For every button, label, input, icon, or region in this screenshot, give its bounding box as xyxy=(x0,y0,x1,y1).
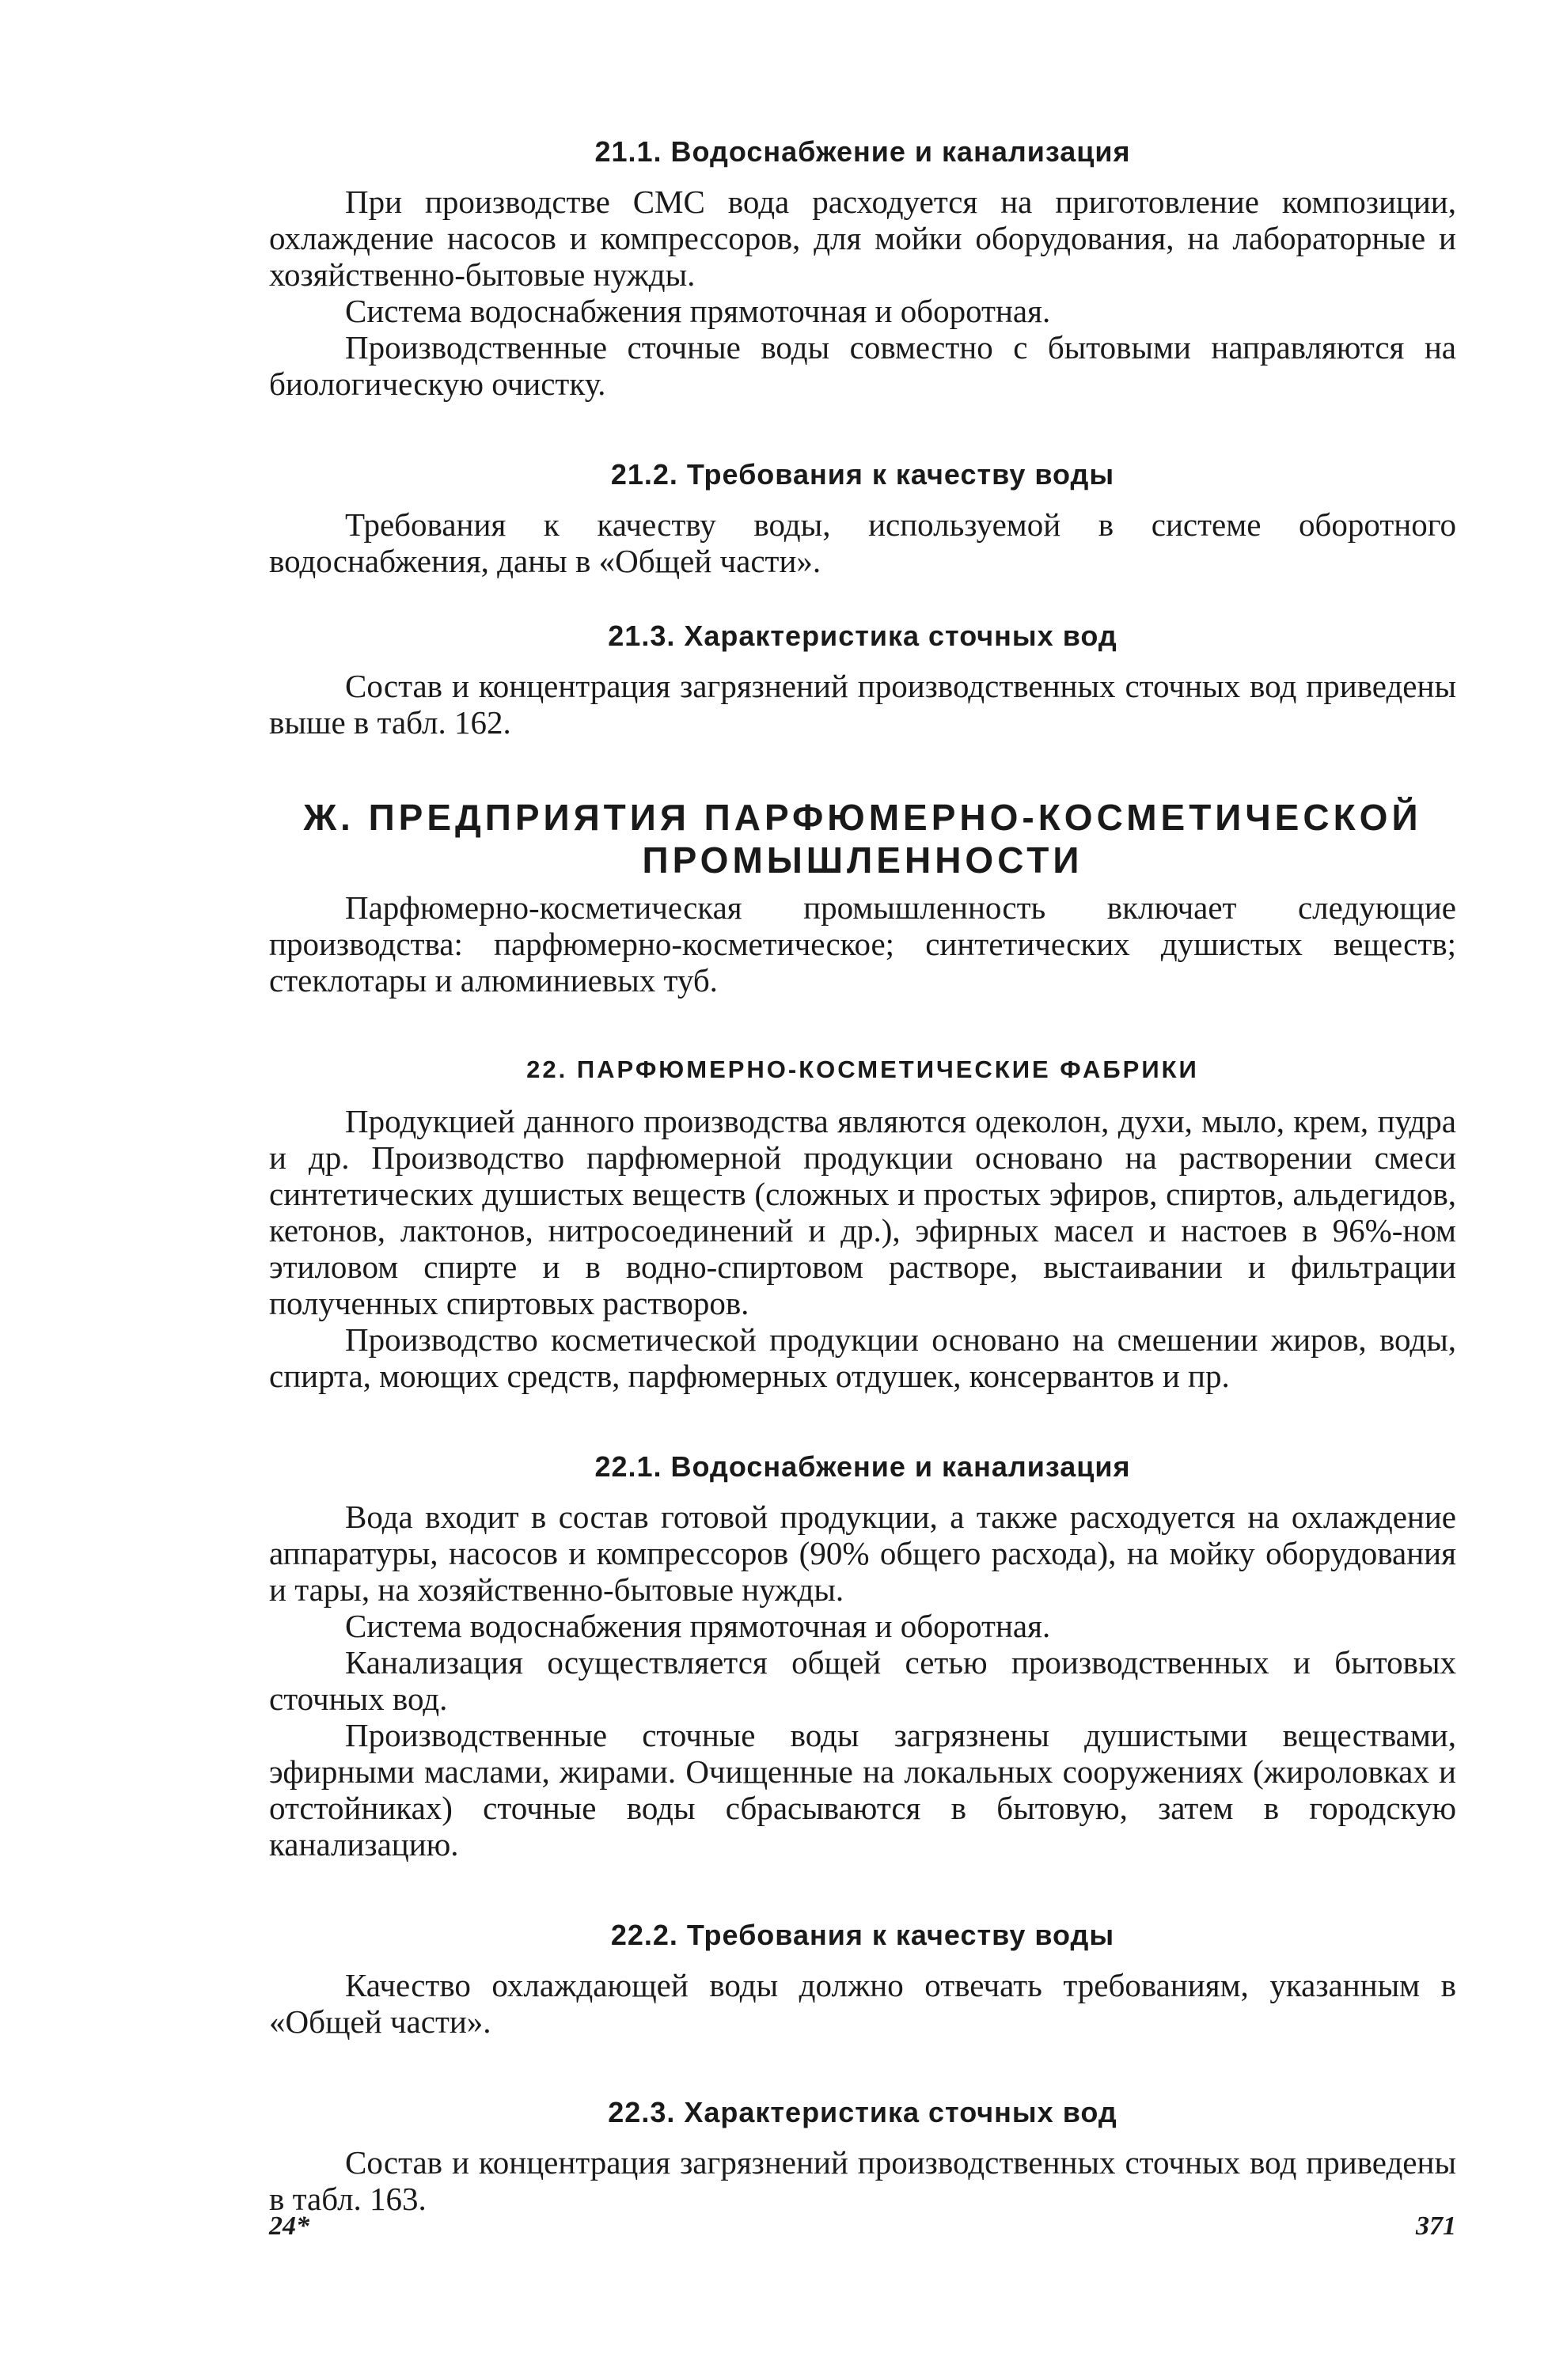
section-heading: 21.2. Требования к качеству воды xyxy=(610,458,1115,491)
paragraph: Канализация осуществляется общей сетью производственных и бытовых сточных вод. xyxy=(269,1644,1456,1717)
document-page xyxy=(269,135,1456,2272)
chapter-zh xyxy=(269,796,1456,999)
section-21-2 xyxy=(269,457,1456,579)
paragraph: Система водоснабжения прямоточная и оборотная. xyxy=(345,293,1051,329)
chapter-title-line-1: Ж. ПРЕДПРИЯТИЯ ПАРФЮМЕРНО-КОСМЕТИЧЕСКОЙ xyxy=(303,797,1422,838)
section-heading: 22.3. Характеристика сточных вод xyxy=(608,2096,1117,2128)
page-number: 371 xyxy=(1416,2211,1456,2241)
paragraph: При производстве СМС вода расходуется на приготовление композиции, охлаждение насосов и компрессоров, для мойки оборудования, на лабораторные и хозяйственно-бытовые нужды. xyxy=(269,184,1456,293)
section-heading: 22.1. Водоснабжение и канализация xyxy=(594,1450,1131,1483)
section-heading: 21.1. Водоснабжение и канализация xyxy=(594,135,1131,168)
paragraph: Качество охлаждающей воды должно отвечать требованиям, указанным в «Общей части». xyxy=(269,1967,1456,2040)
paragraph: Требования к качеству воды, используемой в системе оборотного водоснабжения, даны в «Общей части». xyxy=(269,506,1456,579)
factory-heading: 22. ПАРФЮМЕРНО-КОСМЕТИЧЕСКИЕ ФАБРИКИ xyxy=(526,1055,1199,1083)
paragraph: Система водоснабжения прямоточная и оборотная. xyxy=(345,1608,1051,1644)
section-heading: 22.2. Требования к качеству воды xyxy=(610,1919,1115,1951)
paragraph: Производство косметической продукции основано на смешении жиров, воды, спирта, моющих средств, парфюмерных отдушек, консервантов и пр. xyxy=(269,1321,1456,1394)
paragraph: Состав и концентрация загрязнений производственных сточных вод приведены выше в табл. 162. xyxy=(269,668,1456,741)
section-21-1 xyxy=(269,135,1456,402)
section-heading: 21.3. Характеристика сточных вод xyxy=(608,620,1117,652)
paragraph: Продукцией данного производства являются одеколон, духи, мыло, крем, пудра и др. Производство парфюмерной продукции основано на растворении смеси синтетических душистых веществ (сложных и простых эфиров, спиртов, альдегидов, кетонов, лактонов, нитросоединений и др.), эфирных масел и настоев в 96%-ном этиловом спирте и в водно-спиртовом растворе, выстаивании и фильтрации полученных спиртовых растворов. xyxy=(269,1103,1456,1321)
paragraph: Производственные сточные воды совместно с бытовыми направляются на биологическую очистку. xyxy=(269,329,1456,402)
chapter-title xyxy=(269,796,1456,881)
section-22-1 xyxy=(269,1450,1456,1863)
section-22-3 xyxy=(269,2095,1456,2217)
section-21-3 xyxy=(269,619,1456,741)
section-22 xyxy=(269,1054,1456,1394)
chapter-title-line-2: ПРОМЫШЛЕННОСТИ xyxy=(642,839,1083,881)
signature-mark: 24* xyxy=(269,2211,309,2241)
paragraph: Вода входит в состав готовой продукции, а также расходуется на охлаждение аппаратуры, насосов и компрессоров (90% общего расхода), на мойку оборудования и тары, на хозяйственно-бытовые нужды. xyxy=(269,1499,1456,1608)
chapter-intro: Парфюмерно-косметическая промышленность включает следующие производства: парфюмерно-косметическое; синтетических душистых веществ; стеклотары и алюминиевых туб. xyxy=(269,889,1456,999)
paragraph: Состав и концентрация загрязнений производственных сточных вод приведены в табл. 163. xyxy=(269,2144,1456,2217)
paragraph: Производственные сточные воды загрязнены душистыми веществами, эфирными маслами, жирами. Очищенные на локальных сооружениях (жироловках и отстойниках) сточные воды сбрасываются в бытовую, затем в городскую канализацию. xyxy=(269,1717,1456,1863)
section-22-2 xyxy=(269,1918,1456,2040)
